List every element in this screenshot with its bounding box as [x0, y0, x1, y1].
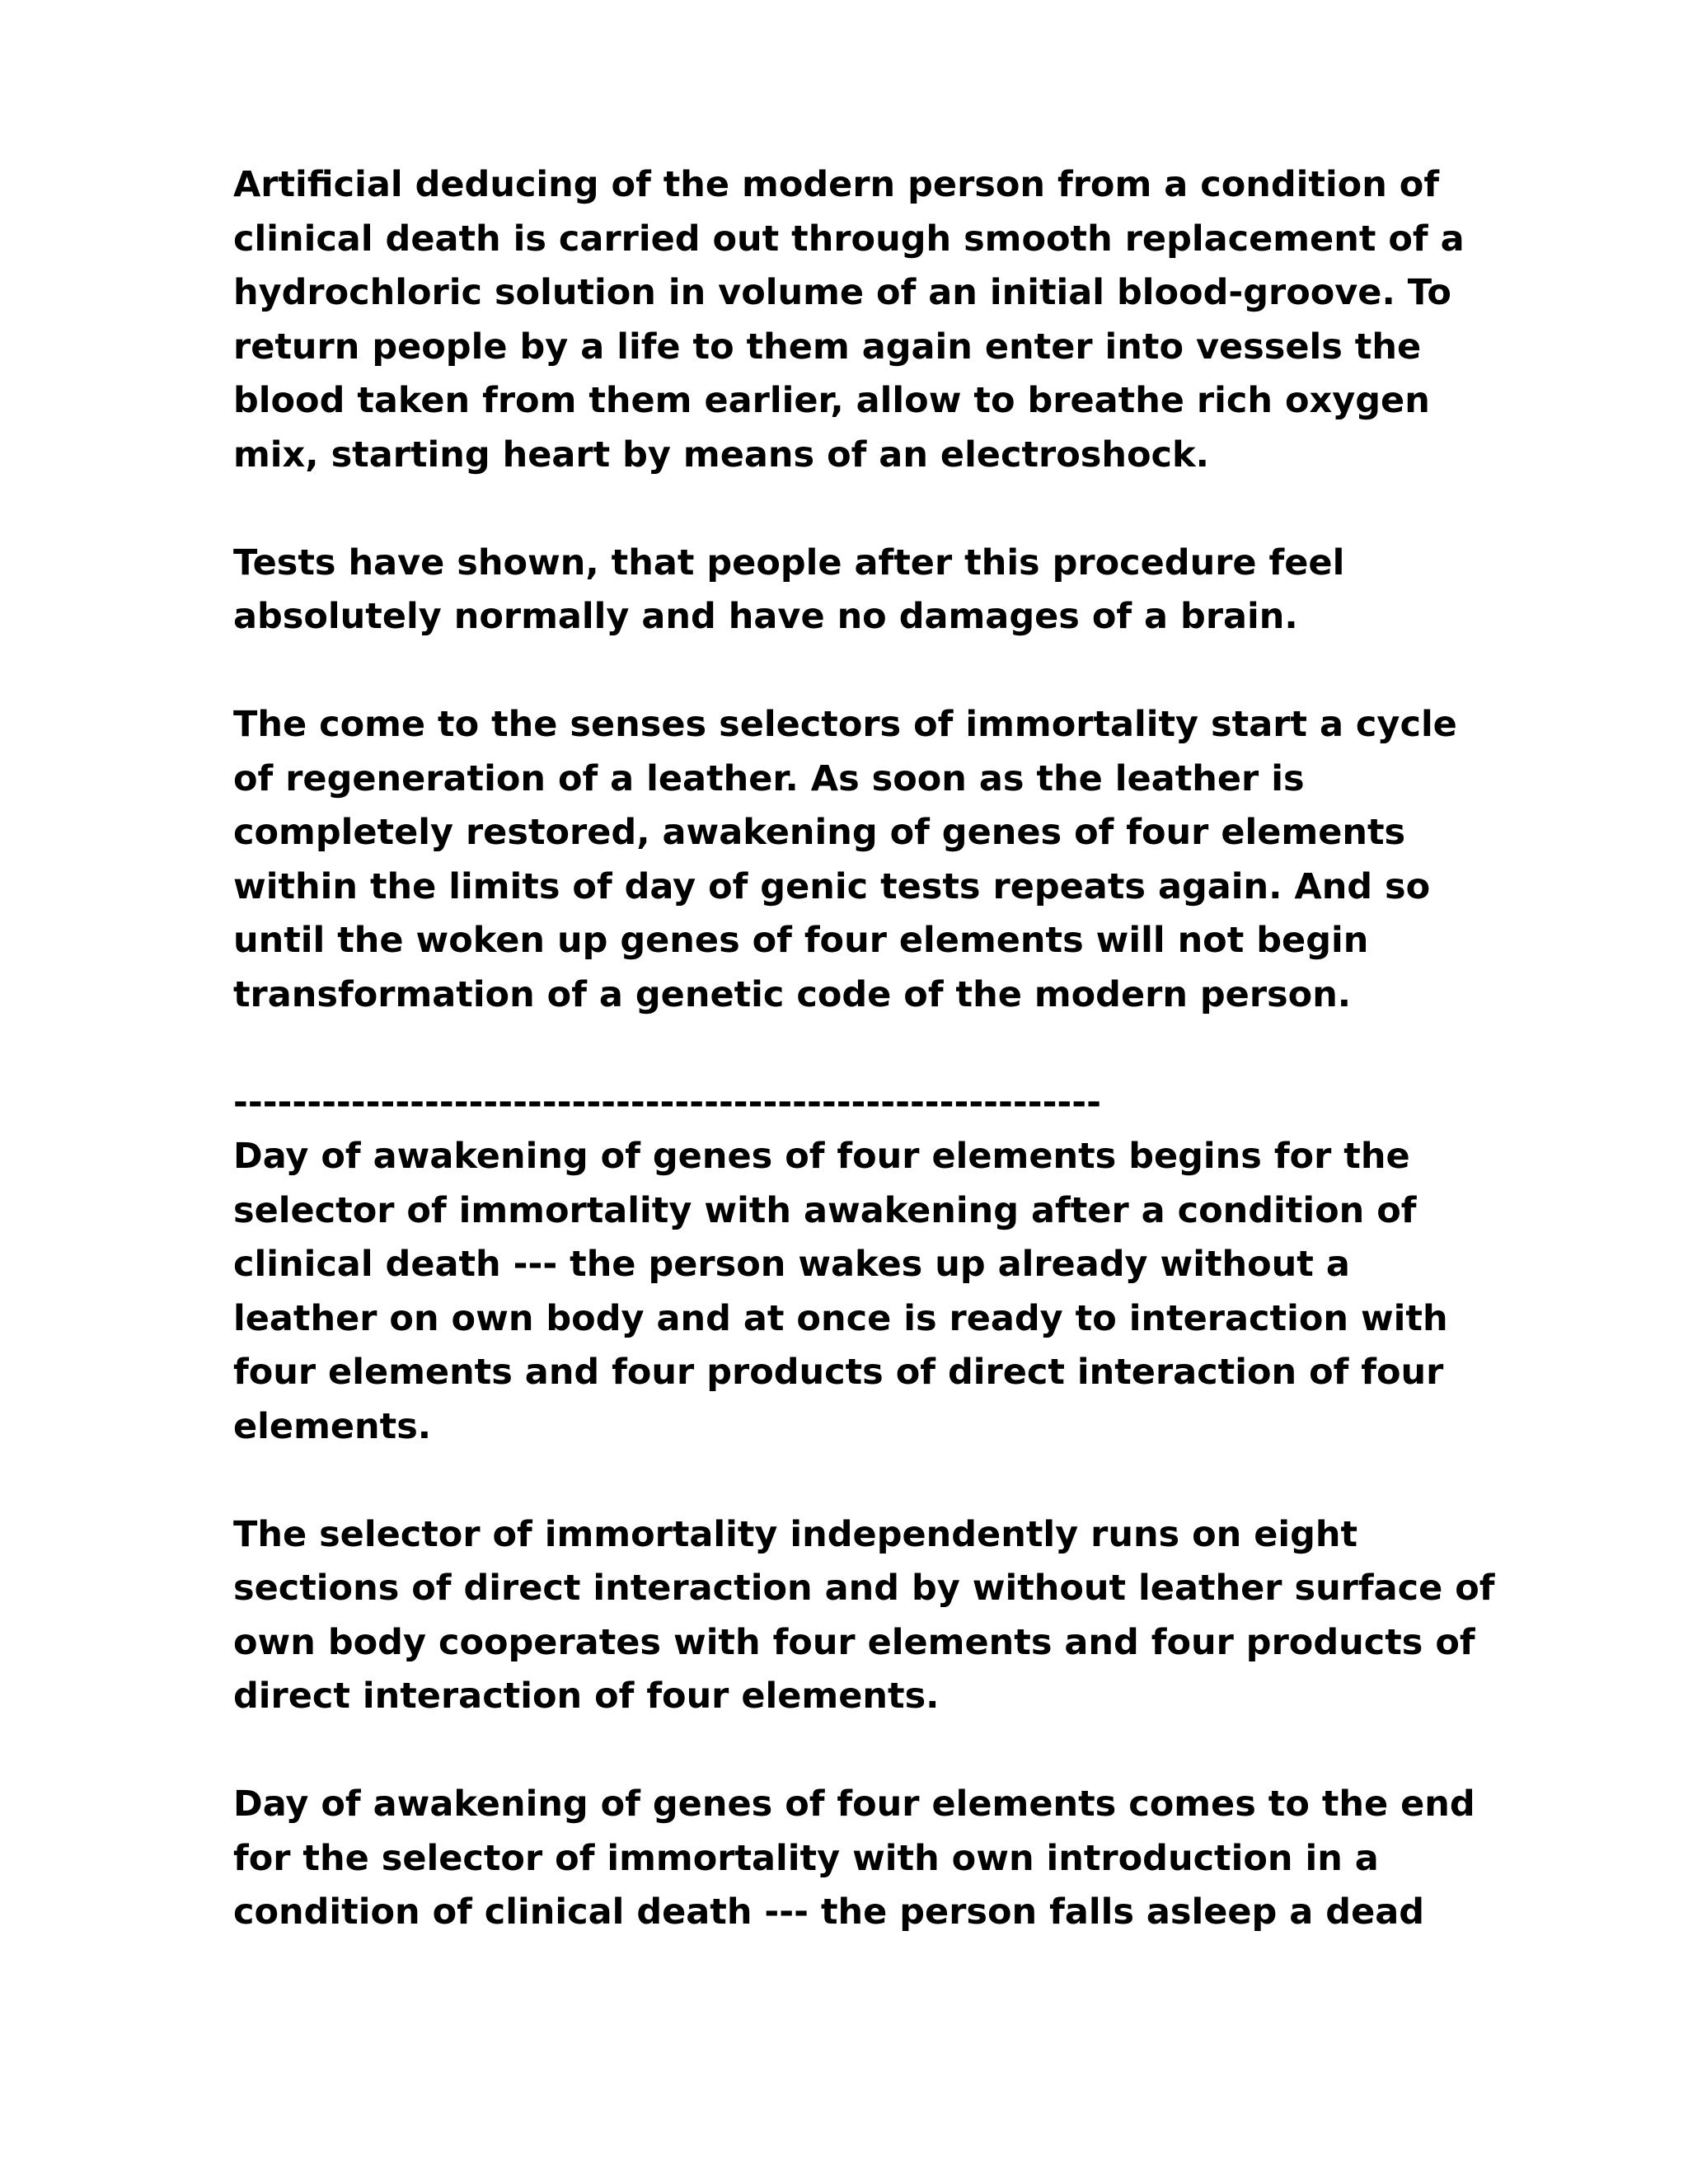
paragraph-gap: [233, 1724, 1568, 1779]
text-line: blood taken from them earlier, allow to breathe rich oxygen: [233, 380, 1430, 421]
paragraph-4: [233, 1130, 1568, 1454]
text-line: selector of immortality with awakening after a condition of: [233, 1189, 1417, 1231]
text-line: hydrochloric solution in volume of an initial blood-groove. To: [233, 272, 1451, 313]
text-line: condition of clinical death --- the person falls asleep a dead: [233, 1891, 1425, 1933]
text-line: Tests have shown, that people after this procedure feel: [233, 541, 1345, 583]
text-line: elements.: [233, 1405, 432, 1447]
separator-line: -----------------------------------------------------------: [233, 1081, 1101, 1123]
text-line: direct interaction of four elements.: [233, 1675, 940, 1717]
text-line: four elements and four products of direct interaction of four: [233, 1352, 1444, 1393]
text-line: own body cooperates with four elements and four products of: [233, 1621, 1475, 1663]
paragraph-gap: [233, 644, 1568, 699]
text-line: Day of awakening of genes of four elements comes to the end: [233, 1783, 1475, 1825]
paragraph-gap: [233, 482, 1568, 537]
text-line: within the limits of day of genic tests repeats again. And so: [233, 865, 1431, 907]
paragraph-2: [233, 537, 1568, 644]
text-line: mix, starting heart by means of an electroshock.: [233, 434, 1209, 476]
text-line: for the selector of immortality with own introduction in a: [233, 1837, 1379, 1879]
text-line: leather on own body and at once is ready to interaction with: [233, 1297, 1448, 1339]
text-line: completely restored, awakening of genes of four elements: [233, 812, 1406, 853]
text-line: Day of awakening of genes of four elements begins for the: [233, 1136, 1410, 1177]
text-line: The selector of immortality independently runs on eight: [233, 1513, 1358, 1555]
text-line: return people by a life to them again enter into vessels the: [233, 326, 1422, 368]
document-body: [233, 158, 1568, 1940]
paragraph-3: [233, 698, 1568, 1022]
paragraph-5: [233, 1508, 1568, 1724]
text-line: The come to the senses selectors of immortality start a cycle: [233, 704, 1457, 745]
paragraph-gap: [233, 1022, 1568, 1076]
text-line: of regeneration of a leather. As soon as the leather is: [233, 757, 1305, 799]
text-line: transformation of a genetic code of the modern person.: [233, 973, 1352, 1015]
text-line: until the woken up genes of four elements will not begin: [233, 920, 1369, 961]
text-line: clinical death --- the person wakes up already without a: [233, 1244, 1350, 1285]
text-line: sections of direct interaction and by without leather surface of: [233, 1568, 1495, 1609]
text-line: Artificial deducing of the modern person from a condition of: [233, 164, 1440, 205]
paragraph-1: [233, 158, 1568, 482]
paragraph-6: [233, 1778, 1568, 1940]
paragraph-gap: [233, 1454, 1568, 1508]
text-line: absolutely normally and have no damages of a brain.: [233, 596, 1298, 637]
text-line: clinical death is carried out through smooth replacement of a: [233, 218, 1465, 260]
